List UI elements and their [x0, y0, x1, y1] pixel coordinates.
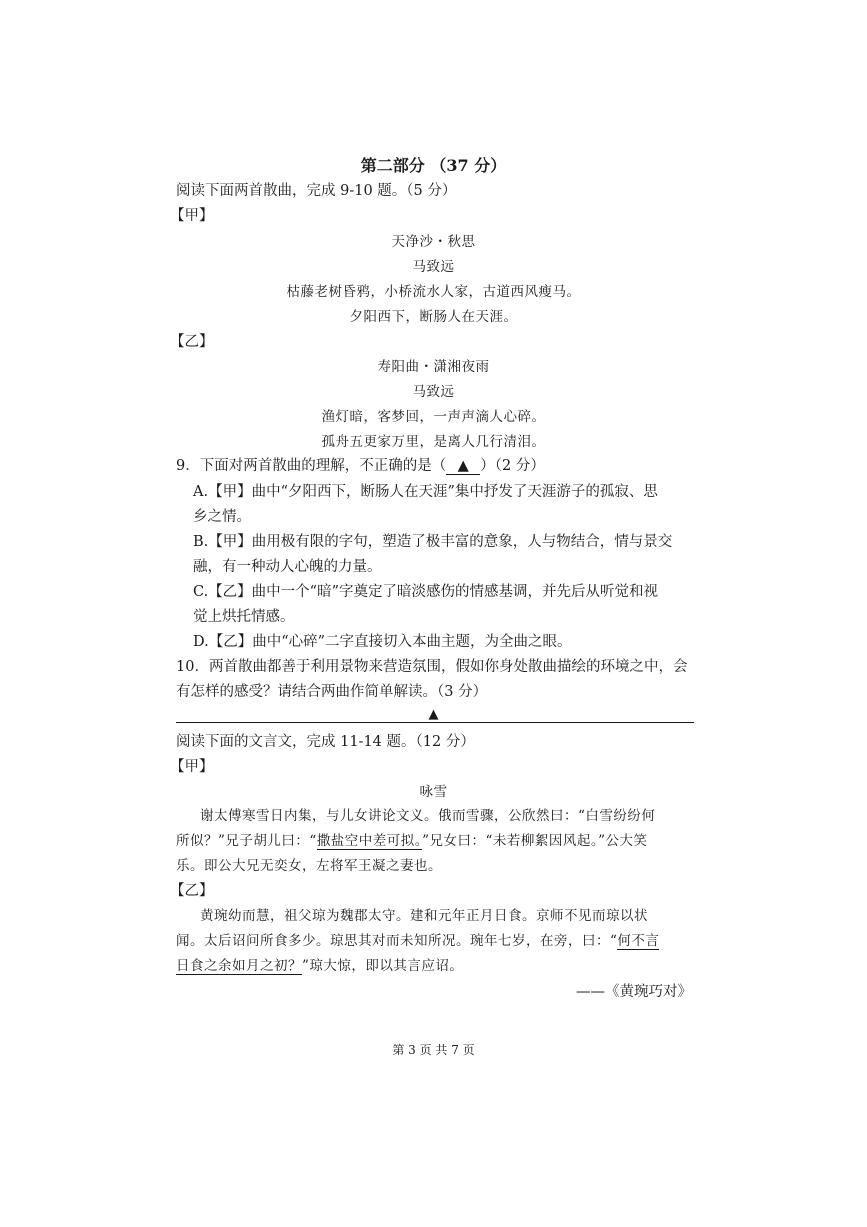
option-b-line2: 融，有一种动人心魄的力量。: [193, 559, 382, 575]
wenyan-yi-line: 黄琬幼而慧，祖父琼为魏郡太守。建和元年正月日食。京师不见而琼以状: [200, 908, 648, 924]
source-attribution: ——《黄琬巧对》: [576, 984, 692, 1000]
option-a-line1: A.【甲】曲中“夕阳西下，断肠人在天涯”集中抒发了天涯游子的孤寂、思: [193, 484, 658, 500]
wenyan-yi-line: [176, 956, 463, 976]
wenyan-yi-marker: 【乙】: [170, 883, 214, 899]
option-c-line2: 觉上烘托情感。: [193, 609, 295, 625]
wenyan-jia-line: 乐。即公大兄无奕女，左将军王凝之妻也。: [176, 858, 442, 874]
question-intro: 阅读下面两首散曲，完成 9-10 题。（5 分）: [176, 183, 457, 199]
question-10-line2: 有怎样的感受？请结合两曲作简单解读。（3 分）: [176, 684, 488, 700]
text-span: ”琼大惊，即以其言应诏。: [302, 958, 464, 974]
underlined-sentence: 撒盐空中差可拟。: [316, 833, 423, 849]
text-span: 所似？”兄子胡儿曰：“: [176, 833, 317, 849]
option-d-line1: D.【乙】曲中“心碎”二字直接切入本曲主题，为全曲之眼。: [193, 634, 572, 650]
option-a-line2: 乡之情。: [193, 509, 251, 525]
answer-line-divider: [176, 722, 694, 723]
page-footer: 第 3 页 共 7 页: [392, 1043, 475, 1057]
poem-yi-marker: 【乙】: [170, 334, 214, 350]
question-9-stem: [176, 456, 545, 476]
answer-mark: ▲: [428, 707, 439, 722]
underlined-sentence: 何不言: [617, 933, 660, 949]
wenyan-intro: 阅读下面的文言文，完成 11-14 题。（12 分）: [176, 734, 475, 750]
option-b-line1: B.【甲】曲用极有限的字句，塑造了极丰富的意象，人与物结合，情与景交: [193, 534, 673, 550]
wenyan-jia-marker: 【甲】: [170, 759, 214, 775]
q9-stem-after: ）（2 分）: [480, 458, 545, 474]
text-span: ”兄女曰：“未若柳絮因风起。”公大笑: [422, 833, 648, 849]
underlined-sentence: 日食之余如月之初？: [176, 958, 302, 974]
answer-blank: ▲: [446, 458, 480, 475]
poem-yi-title: 寿阳曲・潇湘夜雨: [377, 359, 490, 375]
poem-jia-line: 枯藤老树昏鸦，小桥流水人家，古道西风瘦马。: [286, 284, 581, 300]
poem-jia-marker: 【甲】: [170, 208, 214, 224]
section-title: 第二部分 （37 分）: [360, 156, 507, 175]
poem-yi-line: 孤舟五更家万里，是离人几行清泪。: [321, 434, 546, 450]
q9-stem-before: 9．下面对两首散曲的理解，不正确的是（: [176, 458, 447, 474]
option-c-line1: C.【乙】曲中一个“暗”字奠定了暗淡感伤的情感基调，并先后从听觉和视: [193, 584, 659, 600]
poem-jia-line: 夕阳西下，断肠人在天涯。: [349, 309, 518, 325]
wenyan-jia-line: 谢太傅寒雪日内集，与儿女讲论文义。俄而雪骤，公欣然曰：“白雪纷纷何: [200, 808, 656, 824]
wenyan-yi-line: [176, 931, 659, 951]
text-span: 闻。太后诏问所食多少。琼思其对而未知所况。琬年七岁，在旁，曰：“: [176, 933, 618, 949]
poem-jia-title: 天净沙・秋思: [391, 234, 476, 250]
poem-yi-line: 渔灯暗，客梦回，一声声滴人心碎。: [321, 409, 546, 425]
question-10-line1: 10．两首散曲都善于利用景物来营造氛围，假如你身处散曲描绘的环境之中，会: [176, 659, 688, 675]
wenyan-jia-title: 咏雪: [419, 784, 448, 800]
poem-yi-author: 马致远: [412, 384, 455, 400]
wenyan-jia-line: [176, 831, 648, 851]
poem-jia-author: 马致远: [412, 259, 455, 275]
